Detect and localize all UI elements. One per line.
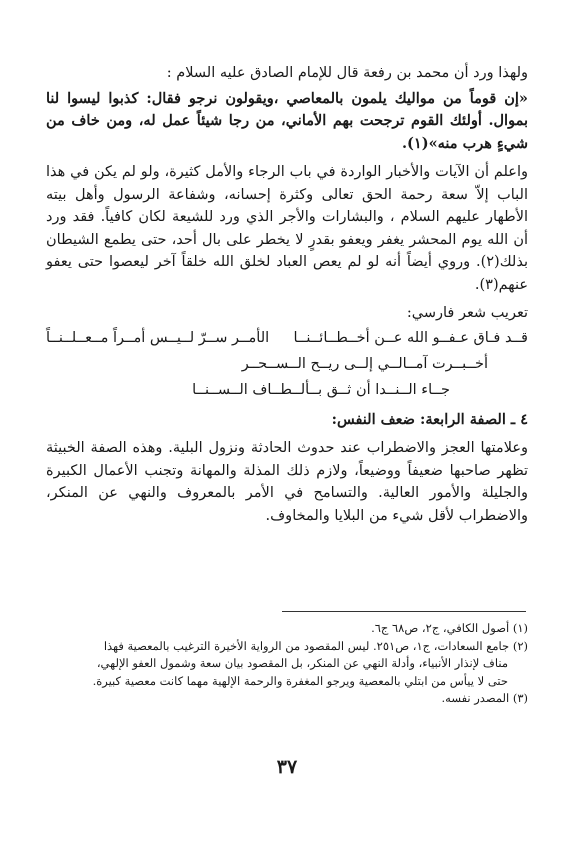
page-body (46, 62, 528, 533)
poem-verse-2: أخــبــرت آمــالــي إلــى ريــح الــســحــر (241, 355, 488, 372)
section-heading: ٤ ـ الصفة الرابعة: ضعف النفس: (331, 410, 528, 428)
poem-verse-3: جــاء الــنــدا أن ثــق بــألــطــاف الــســنــا (192, 381, 450, 398)
footnotes (46, 620, 528, 708)
hadith-quote: «إن قوماً من مواليك يلمون بالمعاصي ،ويقولون نرجو فقال: كذبوا ليسوا لنا بموال. أولئك القوم ترجحت بهم الأماني، من رجا شيئاً عمل له، ومن خاف من شيءٍ هرب منه»(١). (46, 89, 528, 152)
page-number: ٣٧ (276, 756, 298, 778)
poem-verse-1 (46, 325, 528, 351)
footnote-2-line-2: مناف لإنذار الأنبياء، وأدلة النهي عن المنكر، بل المقصود بيان سعة وشمول العفو الإلهي، (96, 656, 508, 670)
paragraph-weakness: وعلامتها العجز والاضطراب عند حدوث الحادثة ونزول البلية. وهذه الصفة الخبيثة تظهر صاحبها ضعيفاً ووضيعاً، ولازم ذلك المذلة والمهانة وتجنب الأعمال الكبيرة والجليلة والأمور العالية. والتسامح في الأمر بالمعروف والنهي عن المنكر، والاضطراب لأقل شيء من البلايا والمخاوف. (46, 440, 528, 524)
footnote-separator (282, 611, 526, 612)
poem-verse-1-second-half: الأمــر ســرّ لــيــس أمــراً مــعــلــنــاً (46, 329, 270, 346)
footnote-2-line-1: (٢) جامع السعادات، ج١، ص٢٥١. ليس المقصود من الرواية الأخيرة الترغيب بالمعصية فهذا (103, 638, 528, 653)
poem-verse-1-first-half: قــد فـاق عـفــو الله عــن أخــطــائــنــا (293, 329, 528, 346)
footnote-1: (١) أصول الكافي، ج٢، ص٦٨ ج٦. (371, 621, 528, 635)
footnote-2-line-3: حتى لا ييأس من ابتلي بالمعصية ويرجو المغفرة والرحمة الإلهية مهما كانت معصية كبيرة. (92, 673, 508, 688)
footnote-3: (٣) المصدر نفسه. (441, 691, 528, 705)
intro-line: ولهذا ورد أن محمد بن رفعة قال للإمام الصادق عليه السلام : (166, 65, 528, 81)
poem-title: تعريب شعر فارسي: (406, 305, 528, 321)
paragraph-hope: واعلم أن الآيات والأخبار الواردة في باب الرجاء والأمل كثيرة، ولو لم يكن في هذا الباب إلاّ سعة رحمة الحق تعالى وكثرة إحسانه، وشفاعة الرسول وأهل بيته الأطهار عليهم السلام ، والبشارات والأجر الذي ورد للشيعة لكان كافياً. فقد ورد أن الله يوم المحشر يغفر ويعفو بقدرٍ لا يخطر على بال أحد، حتى يطمع الشيطان بذلك(٢). وروي أيضاً أنه لو لم يعص العباد لخلق الله خلقاً آخر ليعصوا حتى يعفو عنهم(٣). (46, 164, 528, 293)
